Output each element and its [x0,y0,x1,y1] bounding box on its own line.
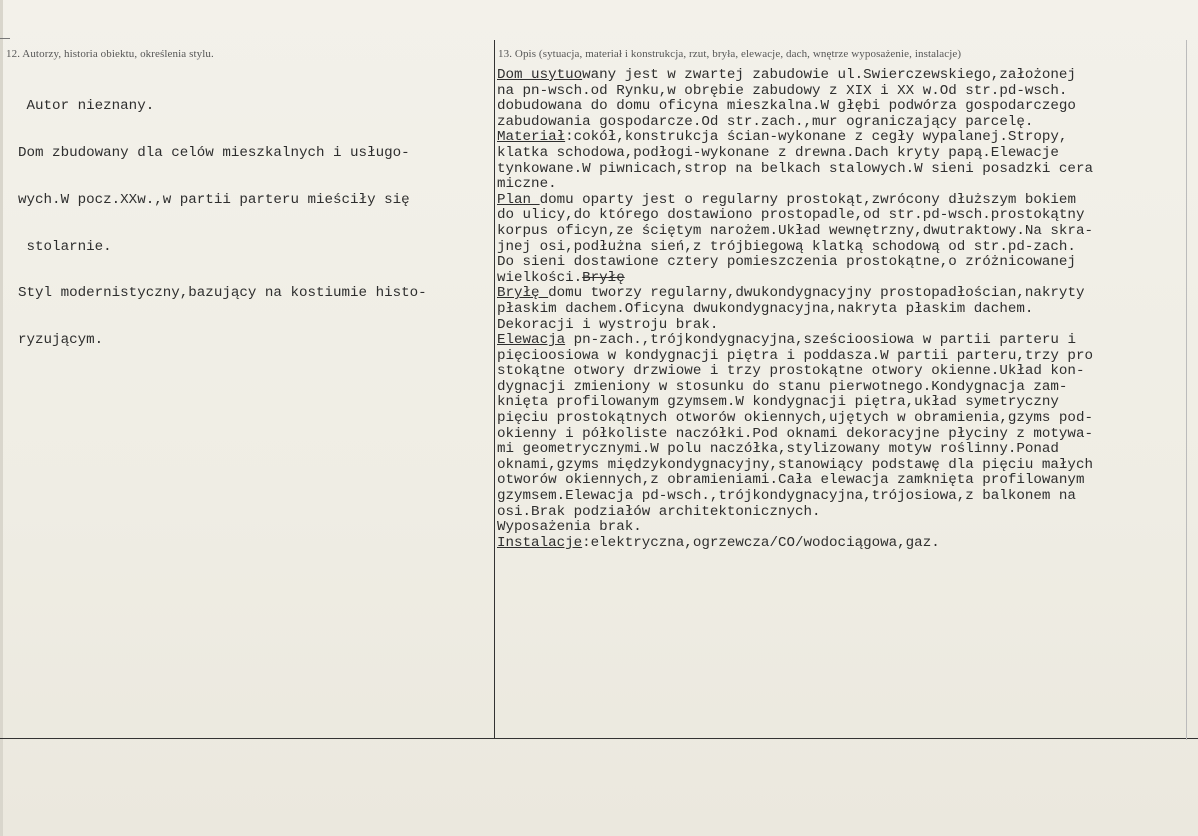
underlined-heading: Dom usytuo [497,67,583,83]
typed-line [497,115,1093,131]
line-text: miczne. [497,176,557,193]
typed-line [497,271,1093,287]
typed-line: Dom zbudowany dla celów mieszkalnych i usługo- [18,144,410,161]
section-12-typed-text [18,68,427,380]
typed-line [497,224,1093,240]
typed-line: wych.W pocz.XXw.,w partii parteru mieściły się [18,191,410,208]
section-13-header: 13. Opis (sytuacja, materiał i konstrukcja, rzut, bryła, elewacje, dach, wnętrze wyposażenie, instalacje) [498,48,962,60]
line-text: :cokół,konstrukcja ścian-wykonane z cegły wypalanej.Stropy, [565,129,1068,146]
typed-line: stolarnie. [18,238,112,255]
typed-line [497,333,1093,349]
line-text: dygnacji zmieniony w stosunku do stanu pierwotnego.Kondygnacja zam- [497,378,1068,395]
typed-line: ryzującym. [18,332,104,349]
typed-line [497,395,1093,411]
line-text: płaskim dachem.Oficyna dwukondygnacyjna,nakryta płaskim dachem. [497,300,1034,317]
typed-line [497,208,1093,224]
typed-line [497,473,1093,489]
line-text: pięciu prostokątnych otworów okiennych,ujętych w obramienia,gzyms pod- [497,410,1093,427]
line-text: pn-zach.,trójkondygnacyjna,sześcioosiowa w partii parteru i [565,332,1076,349]
typed-line [497,427,1093,443]
line-text: gzymsem.Elewacja pd-wsch.,trójkondygnacyjna,trójosiowa,z balkonem na [497,488,1076,505]
underlined-heading: Bryłę [497,285,549,302]
underlined-heading: Plan [497,191,540,208]
line-text: dobudowana do domu oficyna mieszkalna.W głębi podwórza gospodarczego [497,98,1076,115]
line-text: korpus oficyn,ze ściętym narożem.Układ wewnętrzny,dwutraktowy.Na skra- [497,222,1093,239]
section-13-typed-text [497,68,1093,551]
typed-line [497,240,1093,256]
line-text: wany jest w zwartej zabudowie ul.Swierczewskiego,założonej [582,67,1076,83]
line-text: wielkości. [497,269,583,286]
typed-line [497,177,1093,193]
line-text: Dekoracji i wystroju brak. [497,316,719,333]
line-text: jnej osi,podłużna sień,z trójbiegową klatką schodową od str.pd-zach. [497,238,1076,255]
struck-text: Bryłę [582,269,625,286]
typed-line [497,193,1093,209]
typed-line [497,255,1093,271]
typed-line: Autor nieznany. [18,98,155,115]
typed-line [497,458,1093,474]
section-12-header: 12. Autorzy, historia obiektu, określenia stylu. [6,48,214,60]
line-text: Do sieni dostawione cztery pomieszczenia prostokątne,o zróżnicowanej [497,254,1076,271]
line-text: stokątne otwory drzwiowe i trzy prostokątne otwory okienne.Układ kon- [497,363,1085,380]
typed-line [497,318,1093,334]
line-text: :elektryczna,ogrzewcza/CO/wodociągowa,gaz. [582,534,940,551]
typed-line [497,536,1093,552]
line-text: otworów okiennych,z obramieniami.Cała elewacja zamknięta profilowanym [497,472,1085,489]
line-text: pięcioosiowa w kondygnacji piętra i poddasza.W partii parteru,trzy pro [497,347,1093,364]
right-margin-line [1186,40,1187,740]
typed-line [497,84,1093,100]
typed-line [497,130,1093,146]
underlined-heading: Elewacja [497,332,566,349]
line-text: knięta profilowanym gzymsem.W kondygnacji piętra,układ symetryczny [497,394,1059,411]
typed-line [497,68,1093,84]
typed-line [497,302,1093,318]
line-text: klatka schodowa,podłogi-wykonane z drewna.Dach kryty papą.Elewacje [497,144,1059,161]
typed-line [497,489,1093,505]
typed-line: Styl modernistyczny,bazujący na kostiumie histo- [18,285,427,302]
line-text: domu tworzy regularny,dwukondygnacyjny prostopadłościan,nakryty [548,285,1085,302]
line-text: okienny i półkoliste naczółki.Pod oknami dekoracyjne płyciny z motywa- [497,425,1093,442]
typed-line [497,505,1093,521]
typed-line [497,411,1093,427]
card-edge [0,0,3,836]
line-text: tynkowane.W piwnicach,strop na belkach stalowych.W sieni posadzki cera [497,160,1093,177]
typed-line [497,364,1093,380]
line-text: domu oparty jest o regularny prostokąt,zwrócony dłuższym bokiem [539,191,1076,208]
typed-line [497,162,1093,178]
typed-line [497,520,1093,536]
line-text: osi.Brak podziałów architektonicznych. [497,503,821,520]
column-divider [494,40,495,738]
line-text: do ulicy,do którego dostawiono prostopadle,od str.pd-wsch.prostokątny [497,207,1085,224]
line-text: oknami,gzyms międzykondygnacyjny,stanowiący podstawę dla pięciu małych [497,456,1093,473]
typed-line [497,442,1093,458]
line-text: mi geometrycznymi.W polu naczółka,stylizowany motyw roślinny.Ponad [497,441,1059,458]
line-text: Wyposażenia brak. [497,519,642,536]
typed-line [497,349,1093,365]
typed-line [497,286,1093,302]
underlined-heading: Instalacje [497,534,583,551]
bottom-rule [0,738,1198,739]
line-text: na pn-wsch.od Rynku,w obrębie zabudowy z XIX i XX w.Od str.pd-wsch. [497,82,1068,99]
line-text: zabudowania gospodarcze.Od str.zach.,mur ograniczający parcelę. [497,113,1034,130]
typed-line [497,380,1093,396]
typed-line [497,99,1093,115]
underlined-heading: Materiał [497,129,566,146]
top-left-rule [0,38,10,39]
typed-line [497,146,1093,162]
